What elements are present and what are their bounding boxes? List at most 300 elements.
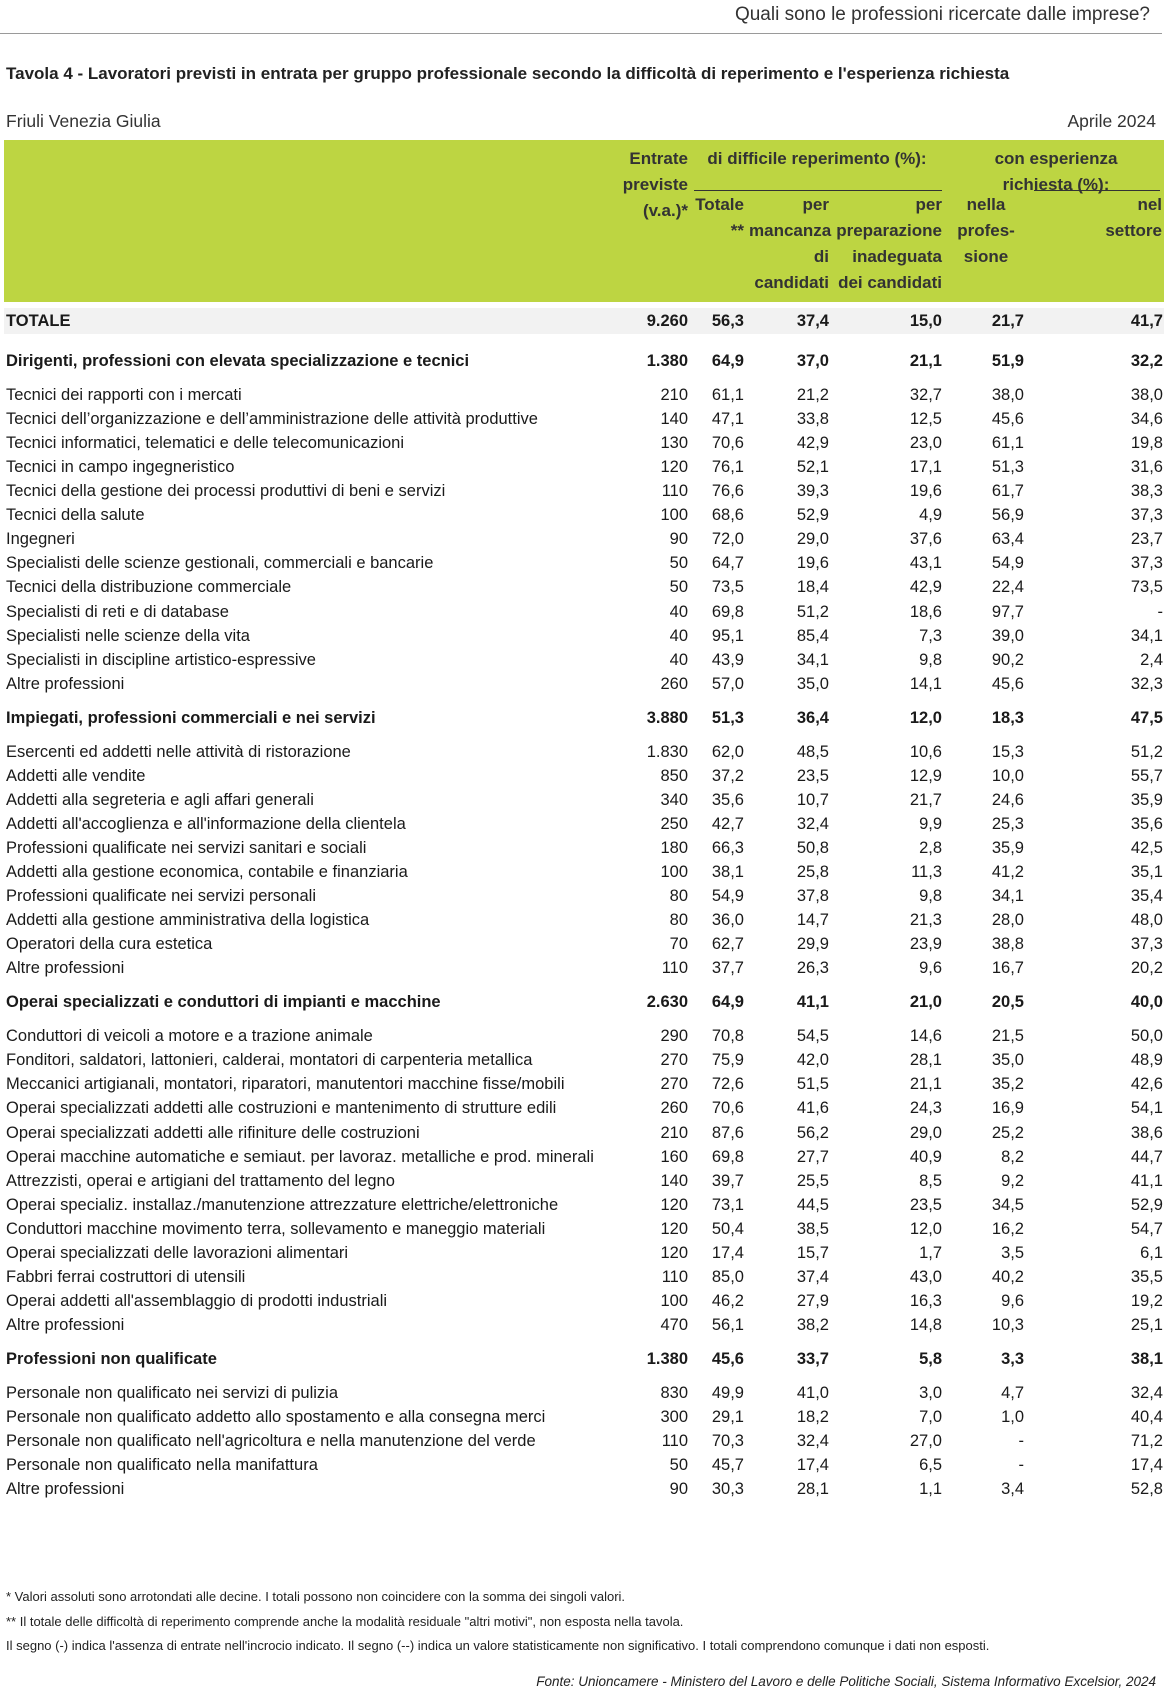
cell-professione: 22,4	[991, 578, 1024, 597]
cell-professione: 34,5	[991, 1195, 1024, 1214]
row-label: Professioni non qualificate	[6, 1349, 217, 1368]
cell-preparazione: 16,3	[909, 1291, 942, 1310]
cell-totale: 76,1	[711, 458, 744, 477]
row-label: Altre professioni	[6, 1480, 125, 1499]
table-row	[4, 1380, 1164, 1406]
cell-preparazione: 8,5	[919, 1171, 942, 1190]
cell-settore: 37,3	[1130, 935, 1163, 954]
cell-preparazione: 21,1	[909, 1075, 942, 1094]
cell-settore: 55,7	[1130, 766, 1163, 785]
row-label: Addetti alla gestione amministrativa della logistica	[6, 911, 370, 930]
top-divider	[0, 33, 1162, 34]
row-label: Personale non qualificato nella manifattura	[6, 1456, 318, 1475]
row-label: Tecnici dei rapporti con i mercati	[6, 386, 242, 405]
table-row	[4, 430, 1164, 456]
cell-professione: 24,6	[991, 790, 1024, 809]
cell-professione: 9,6	[1001, 1291, 1024, 1310]
row-label: Tecnici in campo ingegneristico	[6, 458, 235, 477]
cell-entrate: 340	[660, 790, 688, 809]
cell-professione: 35,2	[991, 1075, 1024, 1094]
cell-professione: 4,7	[1001, 1384, 1024, 1402]
cell-settore: 37,3	[1130, 506, 1163, 525]
cell-totale: 46,2	[711, 1291, 744, 1310]
cell-professione: 10,0	[991, 766, 1024, 785]
cell-totale: 68,6	[711, 506, 744, 525]
cell-preparazione: 43,1	[909, 554, 942, 573]
cell-entrate: 50	[669, 1456, 688, 1475]
cell-totale: 70,6	[711, 434, 744, 453]
table-row	[4, 1288, 1164, 1314]
total-row	[4, 308, 1164, 334]
cell-settore: 25,1	[1130, 1315, 1163, 1334]
cell-mancanza: 56,2	[796, 1123, 829, 1142]
cell-entrate: 260	[660, 674, 688, 693]
cell-mancanza: 28,1	[796, 1480, 829, 1499]
cell-professione: 97,7	[991, 602, 1024, 621]
cell-totale: 66,3	[711, 838, 744, 857]
cell-preparazione: 19,6	[909, 482, 942, 501]
cell-preparazione: 9,8	[919, 650, 942, 669]
cell-settore: 44,7	[1130, 1147, 1163, 1166]
cell-entrate: 110	[661, 959, 688, 978]
cell-totale: 49,9	[711, 1384, 744, 1402]
cell-totale: 56,1	[711, 1315, 744, 1334]
row-label: Specialisti delle scienze gestionali, commerciali e bancarie	[6, 554, 434, 573]
cell-mancanza: 38,2	[796, 1315, 829, 1334]
cell-preparazione: 14,6	[909, 1027, 942, 1046]
cell-mancanza: 51,5	[796, 1075, 829, 1094]
cell-professione: 9,2	[1001, 1171, 1024, 1190]
table-row	[4, 931, 1164, 957]
cell-totale: 62,7	[711, 935, 744, 954]
cell-mancanza: 35,0	[796, 674, 829, 693]
cell-professione: 25,2	[991, 1123, 1024, 1142]
table-row	[4, 907, 1164, 933]
cell-entrate: 90	[669, 1480, 688, 1499]
cell-totale: 35,6	[711, 790, 744, 809]
cell-settore: 42,6	[1130, 1075, 1163, 1094]
cell-entrate: 270	[660, 1051, 688, 1070]
cell-totale: 64,9	[711, 352, 744, 370]
cell-totale: 57,0	[711, 674, 744, 693]
cell-preparazione: 10,6	[909, 742, 942, 761]
cell-settore: 35,6	[1130, 814, 1163, 833]
cell-preparazione: 9,8	[919, 887, 942, 906]
cell-professione: 8,2	[1001, 1147, 1024, 1166]
table-row	[4, 739, 1164, 765]
col-totale-header: Totale **	[695, 195, 744, 240]
table-row	[4, 406, 1164, 432]
cell-mancanza: 42,9	[796, 434, 829, 453]
cell-entrate: 40	[669, 650, 688, 669]
cell-settore: 52,9	[1130, 1195, 1163, 1214]
cell-settore: 38,6	[1130, 1123, 1163, 1142]
cell-mancanza: 37,0	[796, 352, 829, 370]
cell-mancanza: 18,2	[796, 1408, 829, 1427]
row-label: Fabbri ferrai costruttori di utensili	[6, 1267, 246, 1286]
cell-preparazione: 23,9	[909, 935, 942, 954]
cell-preparazione: 12,9	[909, 766, 942, 785]
cell-entrate: 1.380	[646, 352, 688, 370]
cell-mancanza: 39,3	[796, 482, 829, 501]
cell-entrate: 110	[661, 1267, 688, 1286]
cell-entrate: 120	[660, 1243, 688, 1262]
table-row	[4, 1428, 1164, 1454]
cell-preparazione: 1,7	[919, 1243, 942, 1262]
cell-professione: 3,3	[1001, 1349, 1024, 1368]
cell-entrate: 290	[660, 1027, 688, 1046]
cell-preparazione: 15,0	[909, 312, 942, 330]
row-label: Impiegati, professioni commerciali e nei servizi	[6, 708, 376, 727]
cell-mancanza: 29,9	[796, 935, 829, 954]
row-label: Addetti alla gestione economica, contabile e finanziaria	[6, 863, 408, 881]
cell-mancanza: 10,7	[796, 790, 829, 809]
cell-entrate: 2.630	[646, 993, 688, 1012]
table-row	[4, 1192, 1164, 1218]
table-row	[4, 955, 1164, 981]
cell-professione: 16,9	[991, 1099, 1024, 1118]
cell-preparazione: 21,0	[909, 993, 942, 1012]
cell-preparazione: 11,3	[911, 863, 942, 881]
row-label: Operatori della cura estetica	[6, 935, 213, 954]
row-label: Specialisti in discipline artistico-espressive	[6, 650, 316, 669]
cell-preparazione: 42,9	[909, 578, 942, 597]
cell-mancanza: 37,4	[796, 1267, 829, 1286]
cell-entrate: 80	[669, 911, 688, 930]
row-label: Operai specializzati e conduttori di impianti e macchine	[6, 993, 441, 1012]
cell-totale: 64,7	[711, 554, 744, 573]
cell-preparazione: 9,6	[919, 959, 942, 978]
cell-settore: 19,8	[1130, 434, 1163, 453]
cell-settore: 38,0	[1130, 386, 1163, 405]
table-row	[4, 1216, 1164, 1242]
row-label: Meccanici artigianali, montatori, riparatori, manutentori macchine fisse/mobili	[6, 1075, 565, 1094]
cell-settore: 32,4	[1130, 1384, 1163, 1402]
cell-entrate: 260	[660, 1099, 688, 1118]
cell-entrate: 140	[660, 1171, 688, 1190]
cell-professione: 28,0	[991, 911, 1024, 930]
cell-professione: -	[1018, 1432, 1024, 1451]
cell-totale: 45,7	[711, 1456, 744, 1475]
cell-settore: 19,2	[1130, 1291, 1163, 1310]
table-header	[4, 140, 1164, 302]
cell-entrate: 110	[661, 1432, 688, 1451]
cell-preparazione: 12,0	[909, 1219, 942, 1238]
cell-settore: 17,4	[1130, 1456, 1163, 1475]
row-label: Professioni qualificate nei servizi personali	[6, 887, 316, 906]
cell-settore: 42,5	[1130, 838, 1163, 857]
table-row	[4, 1168, 1164, 1194]
cell-professione: 34,1	[991, 887, 1024, 906]
table-row	[4, 1404, 1164, 1430]
cell-mancanza: 32,4	[796, 1432, 829, 1451]
row-label: Fonditori, saldatori, lattonieri, calderai, montatori di carpenteria metallica	[6, 1051, 533, 1070]
cell-entrate: 100	[660, 506, 688, 525]
cell-professione: 35,9	[991, 838, 1024, 857]
cell-totale: 36,0	[711, 911, 744, 930]
cell-entrate: 130	[660, 434, 688, 453]
cell-professione: 40,2	[991, 1267, 1024, 1286]
table-row	[4, 1047, 1164, 1073]
cell-totale: 30,3	[711, 1480, 744, 1499]
cell-totale: 87,6	[711, 1123, 744, 1142]
group-row	[4, 989, 1164, 1015]
cell-totale: 61,1	[711, 386, 744, 405]
col-preparazione-header: per preparazione inadeguata dei candidati	[836, 195, 942, 292]
table-row	[4, 883, 1164, 909]
cell-professione: 18,3	[991, 708, 1024, 727]
cell-mancanza: 14,7	[796, 911, 829, 930]
cell-professione: 15,3	[991, 742, 1024, 761]
cell-professione: 90,2	[991, 650, 1024, 669]
row-label: Specialisti nelle scienze della vita	[6, 626, 250, 645]
table-row	[4, 647, 1164, 673]
table-row	[4, 811, 1164, 837]
cell-preparazione: 29,0	[909, 1123, 942, 1142]
row-label: Dirigenti, professioni con elevata specializzazione e tecnici	[6, 352, 470, 370]
row-label: Personale non qualificato addetto allo spostamento e alla consegna merci	[6, 1408, 546, 1427]
cell-preparazione: 4,9	[919, 506, 942, 525]
cell-totale: 43,9	[711, 650, 744, 669]
cell-preparazione: 7,0	[919, 1408, 942, 1427]
cell-entrate: 3.880	[646, 708, 688, 727]
cell-entrate: 50	[669, 578, 688, 597]
cell-entrate: 850	[660, 766, 688, 785]
group-row	[4, 348, 1164, 374]
row-label: Operai specializzati delle lavorazioni alimentari	[6, 1243, 349, 1262]
cell-professione: 25,3	[991, 814, 1024, 833]
cell-preparazione: 2,8	[919, 838, 942, 857]
cell-totale: 75,9	[711, 1051, 744, 1070]
cell-mancanza: 34,1	[796, 650, 829, 669]
cell-entrate: 70	[669, 935, 688, 954]
row-label: TOTALE	[6, 312, 71, 330]
cell-mancanza: 32,4	[796, 814, 829, 833]
row-label: Tecnici della salute	[6, 506, 145, 525]
cell-totale: 69,8	[711, 1147, 744, 1166]
cell-entrate: 180	[660, 838, 688, 857]
cell-preparazione: 23,0	[909, 434, 942, 453]
row-label: Altre professioni	[6, 1315, 125, 1334]
row-label: Personale non qualificato nei servizi di pulizia	[6, 1384, 339, 1402]
page-top-title: Quali sono le professioni ricercate dalle imprese?	[734, 4, 1150, 25]
table-title: Tavola 4 - Lavoratori previsti in entrata per gruppo professionale secondo la difficoltà di reperimento e l'esperienza richiesta	[6, 64, 1010, 83]
cell-totale: 50,4	[711, 1219, 744, 1238]
row-label: Altre professioni	[6, 959, 125, 978]
table-row	[4, 1452, 1164, 1478]
cell-entrate: 140	[660, 410, 688, 429]
cell-mancanza: 21,2	[796, 386, 829, 405]
table-row	[4, 1144, 1164, 1170]
cell-professione: 21,5	[991, 1027, 1024, 1046]
cell-mancanza: 15,7	[796, 1243, 829, 1262]
cell-preparazione: 21,1	[909, 352, 942, 370]
cell-totale: 64,9	[711, 993, 744, 1012]
cell-professione: 1,0	[1001, 1408, 1024, 1427]
cell-settore: 38,3	[1130, 482, 1163, 501]
cell-totale: 56,3	[711, 312, 744, 330]
cell-preparazione: 21,3	[909, 911, 942, 930]
table-row	[4, 1264, 1164, 1290]
cell-totale: 76,6	[711, 482, 744, 501]
cell-settore: 34,1	[1130, 626, 1163, 645]
table-row	[4, 382, 1164, 408]
cell-totale: 73,5	[711, 578, 744, 597]
cell-preparazione: 9,9	[919, 814, 942, 833]
row-label: Conduttori macchine movimento terra, sollevamento e maneggio materiali	[6, 1219, 546, 1238]
cell-totale: 85,0	[711, 1267, 744, 1286]
cell-totale: 37,2	[711, 766, 744, 785]
cell-professione: 3,4	[1001, 1480, 1024, 1499]
row-label: Conduttori di veicoli a motore e a trazione animale	[6, 1027, 373, 1046]
table-row	[4, 550, 1164, 576]
cell-settore: 54,1	[1130, 1099, 1163, 1118]
cell-professione: 3,5	[1001, 1243, 1024, 1262]
table-row	[4, 1071, 1164, 1097]
cell-professione: 16,2	[991, 1219, 1024, 1238]
cell-totale: 54,9	[711, 887, 744, 906]
col-professione-header: nella profes- sione	[957, 195, 1015, 266]
cell-mancanza: 52,1	[796, 458, 829, 477]
cell-settore: 32,3	[1130, 674, 1163, 693]
cell-professione: 39,0	[991, 626, 1024, 645]
group-rule-esperienza	[1034, 190, 1160, 191]
cell-preparazione: 43,0	[909, 1267, 942, 1286]
col-mancanza-header: per mancanza di candidati	[749, 195, 832, 292]
footnote-2: ** Il totale delle difficoltà di reperimento comprende anche la modalità residuale "altri motivi", non esposta nella tavola.	[6, 1614, 684, 1629]
footnote-3: Il segno (-) indica l'assenza di entrate nell'incrocio indicato. Il segno (--) indica un valore statisticamente non significativo. I totali comprendono comunque i dati non esposti.	[6, 1638, 990, 1653]
cell-professione: 45,6	[991, 410, 1024, 429]
cell-entrate: 9.260	[646, 312, 688, 330]
cell-settore: 52,8	[1130, 1480, 1163, 1499]
cell-totale: 29,1	[711, 1408, 744, 1427]
cell-preparazione: 18,6	[909, 602, 942, 621]
cell-settore: -	[1157, 602, 1163, 621]
cell-preparazione: 32,7	[909, 386, 942, 405]
cell-settore: 71,2	[1130, 1432, 1163, 1451]
cell-totale: 95,1	[711, 626, 744, 645]
cell-professione: 35,0	[991, 1051, 1024, 1070]
source-note: Fonte: Unioncamere - Ministero del Lavoro e delle Politiche Sociali, Sistema Informativo Excelsior, 2024	[536, 1674, 1156, 1689]
cell-settore: 34,6	[1130, 410, 1163, 429]
row-label: Addetti alla segreteria e agli affari generali	[6, 790, 314, 809]
cell-mancanza: 25,8	[796, 863, 829, 881]
cell-mancanza: 85,4	[796, 626, 829, 645]
cell-entrate: 470	[660, 1315, 688, 1334]
group-rule-difficile	[694, 190, 942, 191]
cell-entrate: 80	[669, 887, 688, 906]
cell-mancanza: 33,8	[796, 410, 829, 429]
table-row	[4, 1095, 1164, 1121]
cell-mancanza: 17,4	[796, 1456, 829, 1475]
cell-totale: 45,6	[711, 1349, 744, 1368]
cell-entrate: 50	[669, 554, 688, 573]
row-label: Altre professioni	[6, 674, 125, 693]
row-label: Professioni qualificate nei servizi sanitari e sociali	[6, 838, 367, 857]
cell-mancanza: 44,5	[796, 1195, 829, 1214]
table-row	[4, 478, 1164, 504]
cell-mancanza: 41,0	[796, 1384, 829, 1402]
cell-settore: 51,2	[1130, 742, 1163, 761]
table-row	[4, 454, 1164, 480]
cell-entrate: 830	[660, 1384, 688, 1402]
cell-mancanza: 50,8	[796, 838, 829, 857]
cell-entrate: 90	[669, 530, 688, 549]
cell-entrate: 40	[669, 602, 688, 621]
cell-settore: 41,7	[1130, 312, 1163, 330]
cell-totale: 73,1	[711, 1195, 744, 1214]
cell-mancanza: 37,8	[796, 887, 829, 906]
cell-mancanza: 27,7	[796, 1147, 829, 1166]
cell-mancanza: 51,2	[796, 602, 829, 621]
cell-mancanza: 54,5	[796, 1027, 829, 1046]
table-row	[4, 859, 1164, 885]
row-label: Tecnici informatici, telematici e delle telecomunicazioni	[6, 434, 405, 453]
table-row	[4, 1120, 1164, 1146]
col-group-esperienza: con esperienza richiesta (%):	[994, 149, 1118, 194]
cell-settore: 32,2	[1130, 352, 1163, 370]
cell-mancanza: 41,6	[796, 1099, 829, 1118]
cell-preparazione: 27,0	[909, 1432, 942, 1451]
cell-entrate: 40	[669, 626, 688, 645]
cell-mancanza: 36,4	[796, 708, 829, 727]
cell-professione: 16,7	[991, 959, 1024, 978]
row-label: Tecnici della distribuzione commerciale	[6, 578, 292, 597]
cell-totale: 70,3	[711, 1432, 744, 1451]
cell-settore: 40,4	[1130, 1408, 1163, 1427]
cell-preparazione: 24,3	[909, 1099, 942, 1118]
cell-totale: 70,6	[711, 1099, 744, 1118]
cell-preparazione: 5,8	[919, 1349, 942, 1368]
cell-entrate: 250	[660, 814, 688, 833]
row-label: Operai specializ. installaz./manutenzione attrezzature elettriche/elettroniche	[6, 1195, 559, 1214]
cell-preparazione: 21,7	[909, 790, 942, 809]
row-label: Addetti all'accoglienza e all'informazione della clientela	[6, 814, 406, 833]
cell-mancanza: 23,5	[796, 766, 829, 785]
cell-entrate: 210	[660, 386, 688, 405]
cell-mancanza: 52,9	[796, 506, 829, 525]
cell-settore: 40,0	[1130, 993, 1163, 1012]
cell-entrate: 1.830	[646, 742, 688, 761]
cell-settore: 31,6	[1130, 458, 1163, 477]
table-row	[4, 1476, 1164, 1502]
cell-professione: 63,4	[991, 530, 1024, 549]
cell-entrate: 1.380	[646, 1349, 688, 1368]
row-label: Operai macchine automatiche e semiaut. per lavoraz. metalliche e prod. minerali	[6, 1147, 594, 1166]
row-label: Addetti alle vendite	[6, 766, 146, 785]
cell-mancanza: 29,0	[796, 530, 829, 549]
cell-preparazione: 12,5	[909, 410, 942, 429]
group-row	[4, 705, 1164, 731]
cell-settore: 47,5	[1130, 708, 1163, 727]
cell-settore: 50,0	[1130, 1027, 1163, 1046]
cell-preparazione: 28,1	[909, 1051, 942, 1070]
cell-professione: 56,9	[991, 506, 1024, 525]
cell-preparazione: 12,0	[909, 708, 942, 727]
cell-professione: 51,3	[991, 458, 1024, 477]
cell-mancanza: 41,1	[796, 993, 829, 1012]
col-settore-header: nel settore	[1105, 195, 1162, 240]
cell-totale: 42,7	[711, 814, 744, 833]
cell-preparazione: 3,0	[919, 1384, 942, 1402]
cell-entrate: 120	[660, 458, 688, 477]
cell-professione: 51,9	[991, 352, 1024, 370]
cell-professione: 21,7	[991, 312, 1024, 330]
col-entrate-header: Entrate previste (v.a.)*	[622, 149, 688, 220]
cell-preparazione: 17,1	[909, 458, 942, 477]
table-row	[4, 1023, 1164, 1049]
cell-settore: 73,5	[1130, 578, 1163, 597]
